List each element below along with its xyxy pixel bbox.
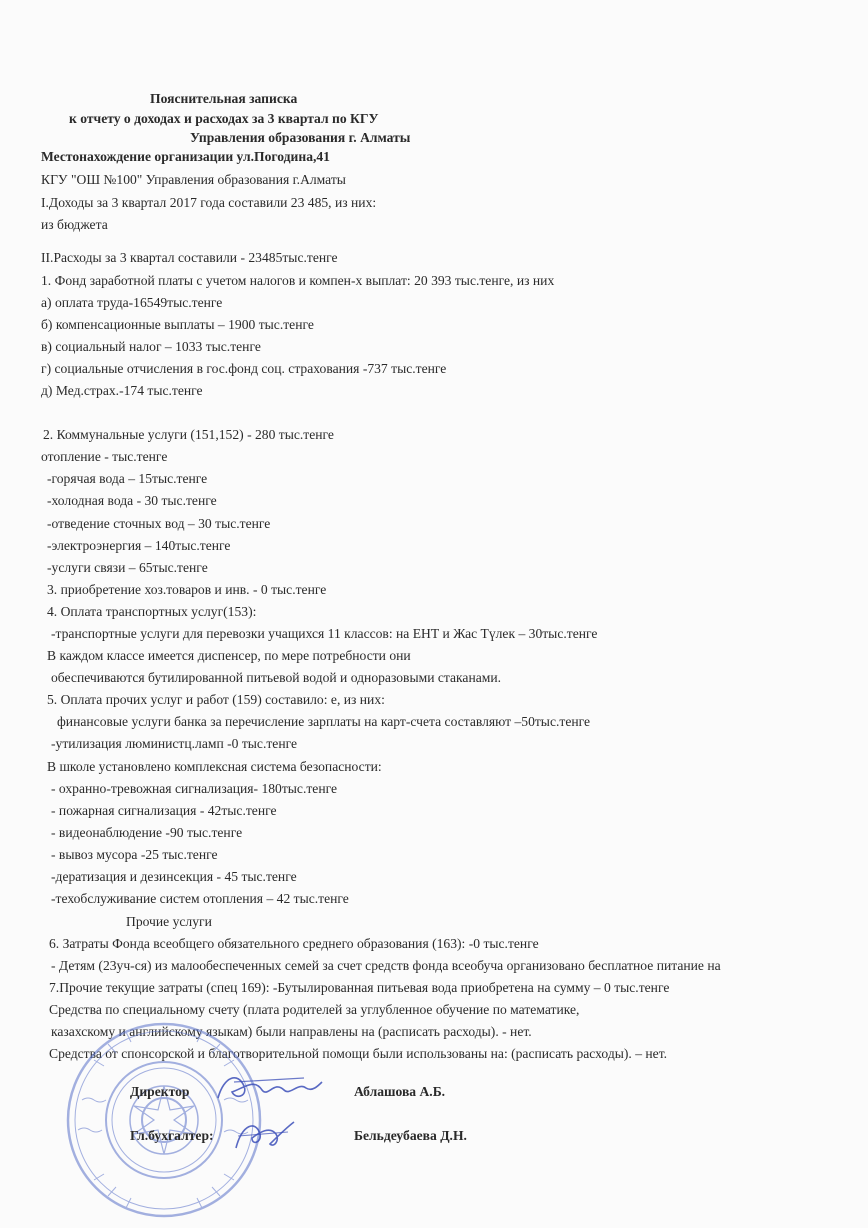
org-line: Управления образования г. Алматы: [190, 130, 411, 145]
section-7: 7.Прочие текущие затраты (спец 169): -Бутылированная питьевая вода приобретена на сумму – 0 тыс.тенге: [49, 980, 670, 995]
section-6: 6. Затраты Фонда всеобщего обязательного среднего образования (163): -0 тыс.тенге: [49, 936, 539, 951]
section-1a: а) оплата труда-16549тыс.тенге: [41, 295, 223, 310]
section-6a: - Детям (23уч-ся) из малообеспеченных семей за счет средств фонда всеобуча организовано бесплатное питание на: [51, 958, 721, 973]
section-5d: - охранно-тревожная сигнализация- 180тыс.тенге: [51, 781, 338, 796]
expenses-line: II.Расходы за 3 квартал составили - 23485тыс.тенге: [41, 250, 338, 265]
section-2f: -услуги связи – 65тыс.тенге: [47, 560, 208, 575]
section-2c: -холодная вода - 30 тыс.тенге: [47, 493, 217, 508]
section-1: 1. Фонд заработной платы с учетом налогов и компен-х выплат: 20 393 тыс.тенге, из них: [41, 273, 555, 288]
accountant-signature-icon: [230, 1114, 300, 1156]
section-5e: - пожарная сигнализация - 42тыс.тенге: [51, 803, 277, 818]
section-4c: обеспечиваются бутилированной питьевой водой и одноразовыми стаканами.: [51, 670, 502, 685]
accountant-title: Гл.бухгалтер:: [130, 1128, 214, 1143]
section-4a: -транспортные услуги для перевозки учащихся 11 классов: на ЕНТ и Жас Түлек – 30тыс.тенге: [51, 626, 598, 641]
accountant-name: Бельдеубаева Д.Н.: [354, 1128, 467, 1143]
income-source: из бюджета: [41, 217, 108, 232]
section-5g: - вывоз мусора -25 тыс.тенге: [51, 847, 218, 862]
section-5f: - видеонаблюдение -90 тыс.тенге: [51, 825, 243, 840]
section-1b: б) компенсационные выплаты – 1900 тыс.тенге: [41, 317, 314, 332]
sponsor-line: Средства от спонсорской и благотворительной помощи были использованы на: (расписать расходы). – нет.: [49, 1046, 668, 1061]
section-5: 5. Оплата прочих услуг и работ (159) составило: е, из них:: [47, 692, 385, 707]
location-line: Местонахождение организации ул.Погодина,41: [41, 149, 330, 164]
section-1d: г) социальные отчисления в гос.фонд соц. страхования -737 тыс.тенге: [41, 361, 447, 376]
director-title: Директор: [130, 1084, 190, 1099]
section-4b: В каждом классе имеется диспенсер, по мере потребности они: [47, 648, 411, 663]
section-2d: -отведение сточных вод – 30 тыс.тенге: [47, 516, 271, 531]
section-2a: отопление - тыс.тенге: [41, 449, 168, 464]
section-2: 2. Коммунальные услуги (151,152) - 280 тыс.тенге: [43, 427, 334, 442]
section-3: 3. приобретение хоз.товаров и инв. - 0 тыс.тенге: [47, 582, 327, 597]
income-line: I.Доходы за 3 квартал 2017 года составили 23 485, из них:: [41, 195, 377, 210]
section-4: 4. Оплата транспортных услуг(153):: [47, 604, 257, 619]
director-name: Аблашова А.Б.: [354, 1084, 446, 1099]
document-title: Пояснительная записка: [150, 91, 298, 106]
section-5i: -техобслуживание систем отопления – 42 тыс.тенге: [51, 891, 349, 906]
section-2b: -горячая вода – 15тыс.тенге: [47, 471, 208, 486]
section-5j: Прочие услуги: [126, 914, 212, 929]
section-1c: в) социальный налог – 1033 тыс.тенге: [41, 339, 261, 354]
section-5b: -утилизация люминистц.ламп -0 тыс.тенге: [51, 736, 298, 751]
org-name: КГУ "ОШ №100" Управления образования г.Алматы: [41, 172, 346, 187]
section-1e: д) Мед.страх.-174 тыс.тенге: [41, 383, 203, 398]
section-5c: В школе установлено комплексная система безопасности:: [47, 759, 382, 774]
section-5h: -дератизация и дезинсекция - 45 тыс.тенге: [51, 869, 297, 884]
director-signature-icon: [214, 1068, 326, 1108]
document-subtitle: к отчету о доходах и расходах за 3 квартал по КГУ: [69, 111, 379, 126]
special-account-line-2: казахскому и английскому языкам) были направлены на (расписать расходы). - нет.: [51, 1024, 532, 1039]
section-5a: финансовые услуги банка за перечисление зарплаты на карт-счета составляют –50тыс.тенге: [57, 714, 591, 729]
section-2e: -электроэнергия – 140тыс.тенге: [47, 538, 231, 553]
special-account-line: Средства по специальному счету (плата родителей за углубленное обучение по математике,: [49, 1002, 580, 1017]
